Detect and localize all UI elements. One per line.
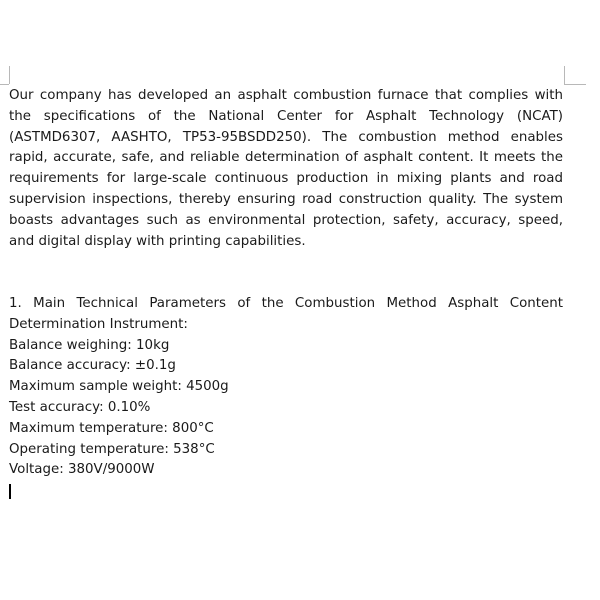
crop-mark-top-right-vertical <box>564 66 565 84</box>
crop-mark-top-left-horizontal <box>0 84 9 85</box>
intro-paragraph: Our company has developed an asphalt combustion furnace that complies with the specifications of the National Center for Asphalt Technology (NCAT) (ASTMD6307, AASHTO, TP53-95BSDD250). The combustion method enables rapid, accurate, safe, and reliable determination of asphalt content. It meets the requirements for large-scale continuous production in mixing plants and road supervision inspections, thereby ensuring road construction quality. The system boasts advantages such as environmental protection, safety, accuracy, speed, and digital display with printing capabilities. <box>9 88 563 249</box>
document-body[interactable] <box>9 86 563 499</box>
parameter-line-voltage: Voltage: 380V/9000W <box>9 462 155 478</box>
paragraph-spacing <box>9 252 563 294</box>
parameter-line-balance-accuracy: Balance accuracy: ±0.1g <box>9 358 176 374</box>
parameter-line-max-sample-weight: Maximum sample weight: 4500g <box>9 379 229 395</box>
crop-mark-top-left-vertical <box>9 66 10 84</box>
section-heading: 1. Main Technical Parameters of the Combustion Method Asphalt Content Determination Instrument: <box>9 295 563 332</box>
parameter-line-test-accuracy: Test accuracy: 0.10% <box>9 399 151 415</box>
crop-mark-top-right-horizontal <box>564 84 586 85</box>
parameter-line-max-temperature: Maximum temperature: 800°C <box>9 420 214 436</box>
text-cursor <box>9 484 11 499</box>
parameter-line-operating-temperature: Operating temperature: 538°C <box>9 441 215 457</box>
parameter-line-balance-weighing: Balance weighing: 10kg <box>9 337 170 353</box>
